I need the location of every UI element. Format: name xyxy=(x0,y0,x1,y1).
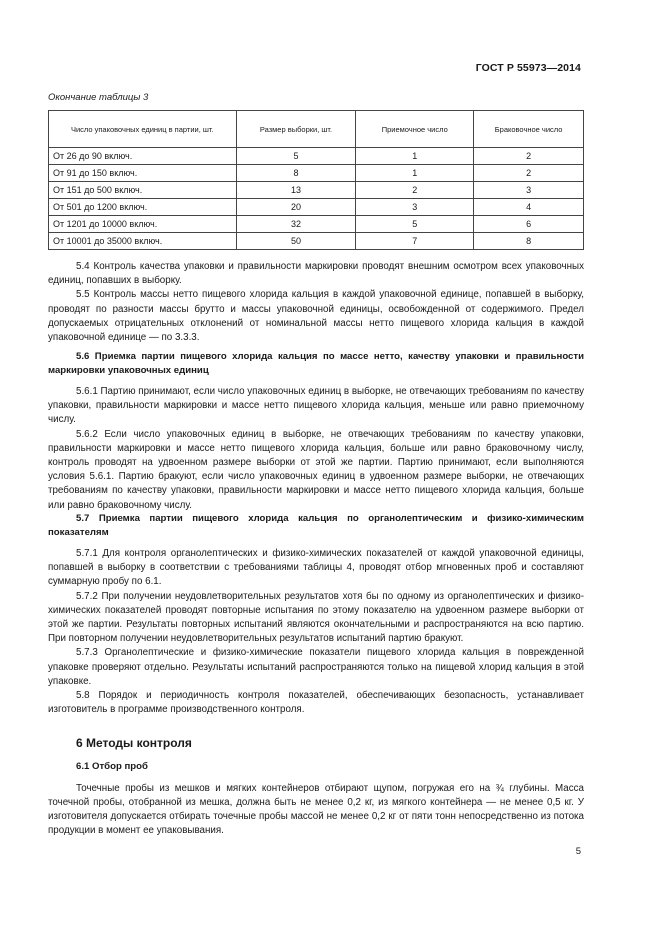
table-cell: 32 xyxy=(236,216,356,233)
table-cell: От 26 до 90 включ. xyxy=(49,148,237,165)
table-cell: 4 xyxy=(474,199,584,216)
paragraph-5-6-1: 5.6.1 Партию принимают, если число упаковочных единиц в выборке, не отвечающих требованиям по качеству упаковки, правильности маркировки и массе нетто пищевого хлорида кальция, меньше или равно приемочному числу. xyxy=(48,386,585,426)
table-cell: От 151 до 500 включ. xyxy=(49,182,237,199)
heading-5-6: 5.6 Приемка партии пищевого хлорида кальция по массе нетто, качеству упаковки и правильности маркировки упаковочных единиц xyxy=(48,351,584,376)
sampling-table xyxy=(48,110,584,250)
paragraph-5-5: 5.5 Контроль массы нетто пищевого хлорида кальция в каждой упаковочной единице, попавшей в выборку, проводят по разности массы брутто и массы упаковочной единицы, освобожденной от содержимого. Предел допускаемых отрицательных отклонений от номинальной массы нетто пищевого хлорида кальция в каждой упаковочной единице — по 3.3.3. xyxy=(48,289,584,344)
table-cell: 3 xyxy=(356,199,474,216)
table-row xyxy=(49,199,584,216)
paragraph-5-7-3: 5.7.3 Органолептические и физико-химические показатели пищевого хлорида кальция в поврежденной упаковке проверяют отдельно. Результаты испытаний распространяются только на пищевой хлорид кальция в этой упаковке. xyxy=(48,647,584,687)
paragraph-6-1: Точечные пробы из мешков и мягких контейнеров отбирают щупом, погружая его на ¾ глубины. Масса точечной пробы, отобранной из мешка, должна быть не менее 0,2 кг, из мягкого контейнера — не менее 0,5 кг. У изготовителя допускается отбирать точечные пробы массой не менее 0,2 кг от пяти тонн непосредственно из потока продукции в момент ее упаковывания. xyxy=(48,782,584,837)
paragraph-5-7-1: 5.7.1 Для контроля органолептических и физико-химических показателей от каждой упаковочной единицы, попавшей в выборку в соответствии с требованиями таблицы 4, проводят отбор мгновенных проб и составляют суммарную пробу по 6.1. xyxy=(48,548,584,588)
document-code: ГОСТ Р 55973—2014 xyxy=(475,62,581,74)
heading-6: 6 Методы контроля xyxy=(76,736,192,750)
table-cell: 50 xyxy=(236,233,356,250)
table-cell: От 10001 до 35000 включ. xyxy=(49,233,237,250)
table-cell: 20 xyxy=(236,199,356,216)
table-caption: Окончание таблицы 3 xyxy=(48,92,149,103)
table-cell: 1 xyxy=(356,165,474,182)
table-cell: 8 xyxy=(236,165,356,182)
table-cell: 2 xyxy=(474,165,584,182)
table-cell: 2 xyxy=(356,182,474,199)
heading-5-7: 5.7 Приемка партии пищевого хлорида кальция по органолептическим и физико-химическим показателям xyxy=(48,513,584,538)
table-header-row xyxy=(49,111,584,148)
table-row xyxy=(49,182,584,199)
paragraph-5-4: 5.4 Контроль качества упаковки и правильности маркировки проводят внешним осмотром всех упаковочных единиц, попавших в выборку. xyxy=(48,261,584,287)
paragraph-5-6-2: 5.6.2 Если число упаковочных единиц в выборке, не отвечающих требованиям по качеству упаковки, правильности маркировки и массе нетто пищевого хлорида кальция, больше или равно браковочному числу, контроль проводят на удвоенном размере выборки от этой же партии. Партию принимают, если выполняются условия 5.6.1. Партию бракуют, если число упаковочных единиц в удвоенном размере выборки, не отвечающих требованиям по качеству упаковки, правильности маркировки и массе нетто пищевого хлорида кальция, больше или равно браковочному числу. xyxy=(48,428,584,511)
table-cell: 1 xyxy=(356,148,474,165)
table-cell: 8 xyxy=(474,233,584,250)
section-5-text xyxy=(48,260,584,345)
paragraph-5-7-2: 5.7.2 При получении неудовлетворительных результатов хотя бы по одному из органолептических и физико-химических показателей проводят повторные испытания по этому показателю на удвоенном размере выборки от этой же партии. Результаты повторных испытаний являются окончательными и распространяются на всю партию. При повторном получении неудовлетворительных результатов испытаний партию бракуют. xyxy=(48,590,584,645)
column-header-acceptance-number: Приемочное число xyxy=(356,111,474,148)
column-header-rejection-number: Браковочное число xyxy=(474,111,584,148)
table-cell: От 501 до 1200 включ. xyxy=(49,199,237,216)
section-6-1 xyxy=(48,760,584,838)
paragraph-5-8: 5.8 Порядок и периодичность контроля показателей, обеспечивающих безопасность, устанавливает изготовитель в программе производственного контроля. xyxy=(48,690,584,716)
table-cell: 2 xyxy=(474,148,584,165)
column-header-lot-size: Число упаковочных единиц в партии, шт. xyxy=(49,111,237,148)
section-5-7 xyxy=(48,512,584,717)
column-header-sample-size: Размер выборки, шт. xyxy=(236,111,356,148)
table-row xyxy=(49,165,584,182)
table-row xyxy=(49,233,584,250)
table-cell: От 91 до 150 включ. xyxy=(49,165,237,182)
table-cell: 5 xyxy=(356,216,474,233)
table-cell: 5 xyxy=(236,148,356,165)
heading-6-1: 6.1 Отбор проб xyxy=(76,761,148,772)
table-row xyxy=(49,216,584,233)
table-cell: От 1201 до 10000 включ. xyxy=(49,216,237,233)
table-cell: 6 xyxy=(474,216,584,233)
page-number: 5 xyxy=(575,846,581,857)
table-cell: 7 xyxy=(356,233,474,250)
table-cell: 3 xyxy=(474,182,584,199)
section-5-6 xyxy=(48,350,584,513)
table-row xyxy=(49,148,584,165)
table-cell: 13 xyxy=(236,182,356,199)
